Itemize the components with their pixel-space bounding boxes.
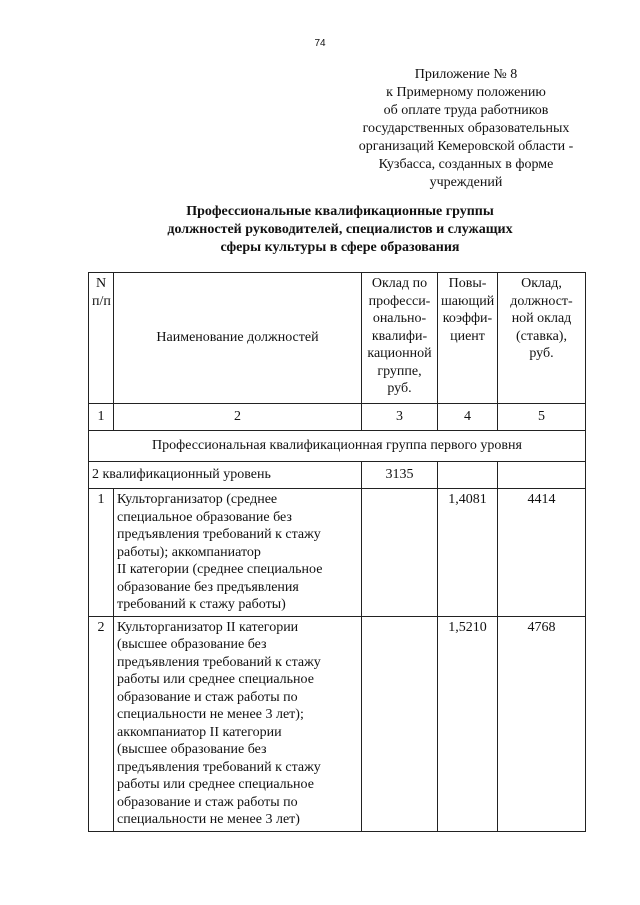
position-name: Культорганизатор (среднее специальное образование без предъявления требований к стажу работы); аккомпаниатор II категории (среднее специальное образование без предъявления требований к стажу работы)	[114, 489, 362, 617]
coeff-cell: 1,4081	[438, 489, 498, 617]
appendix-line: организаций Кемеровской области -	[358, 139, 574, 154]
title-line: должностей руководителей, специалистов и служащих	[167, 222, 513, 237]
appendix-line: Приложение № 8	[414, 67, 518, 82]
column-number: 4	[438, 404, 498, 431]
title-line: Профессиональные квалификационные группы	[186, 204, 494, 219]
group-title-row	[89, 431, 586, 462]
empty-cell	[438, 462, 498, 489]
salary-cell: 4768	[498, 616, 586, 831]
appendix-line: Кузбасса, созданных в форме	[378, 157, 554, 172]
table-header-row	[89, 273, 586, 404]
header-oklad-group: Оклад по професси- онально- квалифи- кационной группе, руб.	[362, 273, 438, 404]
header-salary: Оклад, должност- ной оклад (ставка), руб.	[498, 273, 586, 404]
column-number: 2	[114, 404, 362, 431]
position-name: Культорганизатор II категории (высшее образование без предъявления требований к стажу работы или среднее специальное образование и стаж работы по специальности не менее 3 лет); аккомпаниатор II категории (высшее образование без предъявления требований к стажу работы или среднее специальное образование и стаж работы по специальности не менее 3 лет)	[114, 616, 362, 831]
oklad-cell	[362, 616, 438, 831]
table-row	[89, 616, 586, 831]
table-row	[89, 489, 586, 617]
coeff-cell: 1,5210	[438, 616, 498, 831]
document-title	[120, 203, 560, 257]
row-num: 2	[89, 616, 114, 831]
appendix-line: государственных образовательных	[362, 121, 570, 136]
column-number: 3	[362, 404, 438, 431]
page-number: 74	[314, 38, 326, 49]
empty-cell	[498, 462, 586, 489]
title-line: сферы культуры в сфере образования	[220, 240, 460, 255]
header-coeff: Повы- шающий коэффи- циент	[438, 273, 498, 404]
salary-cell: 4414	[498, 489, 586, 617]
column-number: 5	[498, 404, 586, 431]
appendix-line: учреждений	[429, 175, 503, 190]
oklad-cell	[362, 489, 438, 617]
appendix-line: к Примерному положению	[386, 85, 546, 100]
appendix-line: об оплате труда работников	[383, 103, 549, 118]
level-row	[89, 462, 586, 489]
column-number-row	[89, 404, 586, 431]
header-num: N п/п	[89, 273, 114, 404]
qualification-table	[88, 272, 586, 832]
header-name: Наименование должностей	[114, 273, 362, 404]
row-num: 1	[89, 489, 114, 617]
column-number: 1	[89, 404, 114, 431]
level-label: 2 квалификационный уровень	[89, 462, 362, 489]
appendix-note	[336, 66, 596, 192]
group-title: Профессиональная квалификационная группа первого уровня	[89, 431, 586, 462]
level-oklad: 3135	[362, 462, 438, 489]
